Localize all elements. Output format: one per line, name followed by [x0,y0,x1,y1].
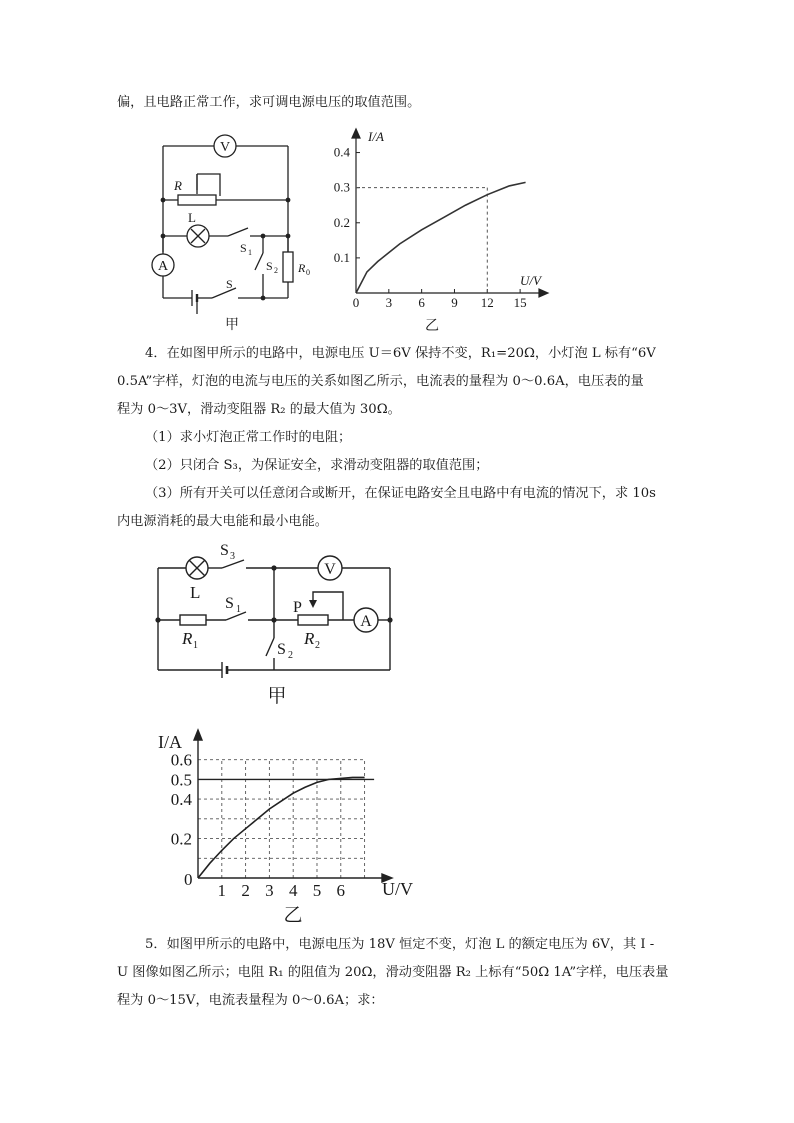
chart1-series-line [356,182,526,293]
chart1-xtick: 15 [513,295,527,310]
q4-item1: （1）求小灯泡正常工作时的电阻； [145,430,352,445]
q4-line2: 0.5A”字样，灯泡的电流与电压的关系如图乙所示，电流表的量程为 0～0.6A，电压表的量 [117,374,644,389]
resistor-r2-sub: 2 [315,640,320,651]
q4-item3a: （3）所有开关可以任意闭合或断开，在保证电路安全且电路中有电流的情况下，求 10s [145,486,656,501]
switch-s2-label: S [266,259,273,273]
resistor-r0-label: R [298,261,306,275]
lamp-label: L [188,210,196,225]
slider-p-label: P [293,599,302,616]
ammeter-label: A [157,259,169,274]
figure2-circuit [150,538,400,710]
chart1-xtick: 12 [480,295,494,310]
chart1-ylabel: I/A [368,129,384,144]
figure2-graph [150,722,450,928]
chart1-xtick: 6 [418,295,425,310]
chart1-ytick: 0.2 [333,214,350,230]
switch-s1-label: S [240,241,247,255]
figure1-graph-caption: 乙 [425,319,439,334]
chart1-ytick: 0.4 [333,144,350,160]
figure1-circuit [140,128,310,338]
resistor-r2-label: R [304,629,315,648]
intro-line: 偏，且电路正常工作，求可调电源电压的取值范围。 [117,95,421,110]
chart1-ytick: 0.1 [333,249,350,265]
switch-s1-sub: 1 [236,604,241,615]
switch-s2-sub: 2 [274,266,278,275]
chart1-ytick: 0.3 [333,179,350,195]
chart2-xtick: 6 [336,881,346,900]
figure1-graph [320,125,550,335]
q5-line3: 程为 0～15V，电流表量程为 0～0.6A；求： [117,993,384,1008]
chart1-xlabel: U/V [520,273,541,288]
q5-line2: U 图像如图乙所示；电阻 R₁ 的阻值为 20Ω，滑动变阻器 R₂ 上标有“50Ω 1A”字样，电压表量 [117,965,669,980]
figure2-caption: 甲 [267,686,287,707]
resistor-r0-sub: 0 [306,268,310,277]
figure2-graph-caption: 乙 [283,905,303,926]
switch-s1-label: S [225,595,234,612]
switch-s1-sub: 1 [248,248,252,257]
q4-line3: 程为 0～3V，滑动变阻器 R₂ 的最大值为 30Ω。 [117,402,401,417]
lamp-label: L [190,583,201,602]
chart2-ytick: 0.6 [170,750,192,770]
q4-item2: （2）只闭合 S₃，为保证安全，求滑动变阻器的取值范围； [145,458,489,473]
figure1-caption: 甲 [225,318,239,333]
chart2-origin-label: 0 [184,870,193,889]
chart2-xtick: 4 [288,881,298,900]
chart2-ylabel: I/A [158,732,182,752]
switch-s-label: S [226,277,233,291]
resistor-r1-label: R [182,629,193,648]
chart2-ytick: 0.2 [170,829,192,849]
chart2-ytick: 0.5 [170,770,192,790]
chart1-xtick: 3 [385,295,393,310]
chart2-xtick: 3 [265,881,274,900]
q4-item3b: 内电源消耗的最大电能和最小电能。 [117,514,328,529]
chart1-xtick: 9 [451,295,458,310]
resistor-r-label: R [174,178,182,193]
chart2-xtick: 1 [217,881,227,900]
switch-s3-label: S [220,542,229,559]
chart2-xtick: 5 [312,881,322,900]
voltmeter-label: V [219,140,231,155]
q4-line1: 4．在如图甲所示的电路中，电源电压 U＝6V 保持不变，R₁=20Ω，小灯泡 L 标有“6V [145,346,656,361]
ammeter-label: A [360,613,372,630]
switch-s3-sub: 3 [230,551,235,562]
switch-s2-label: S [277,641,286,658]
chart2-ytick: 0.4 [170,790,192,810]
switch-s2-sub: 2 [288,650,293,661]
resistor-r1-sub: 1 [193,640,198,651]
chart1-xtick: 0 [352,295,360,310]
chart2-xtick: 2 [241,881,250,900]
chart2-series-line [198,777,365,878]
q5-line1: 5．如图甲所示的电路中，电源电压为 18V 恒定不变，灯泡 L 的额定电压为 6V，其 I - [145,937,655,952]
chart2-xlabel: U/V [382,879,413,899]
voltmeter-label: V [324,561,336,578]
